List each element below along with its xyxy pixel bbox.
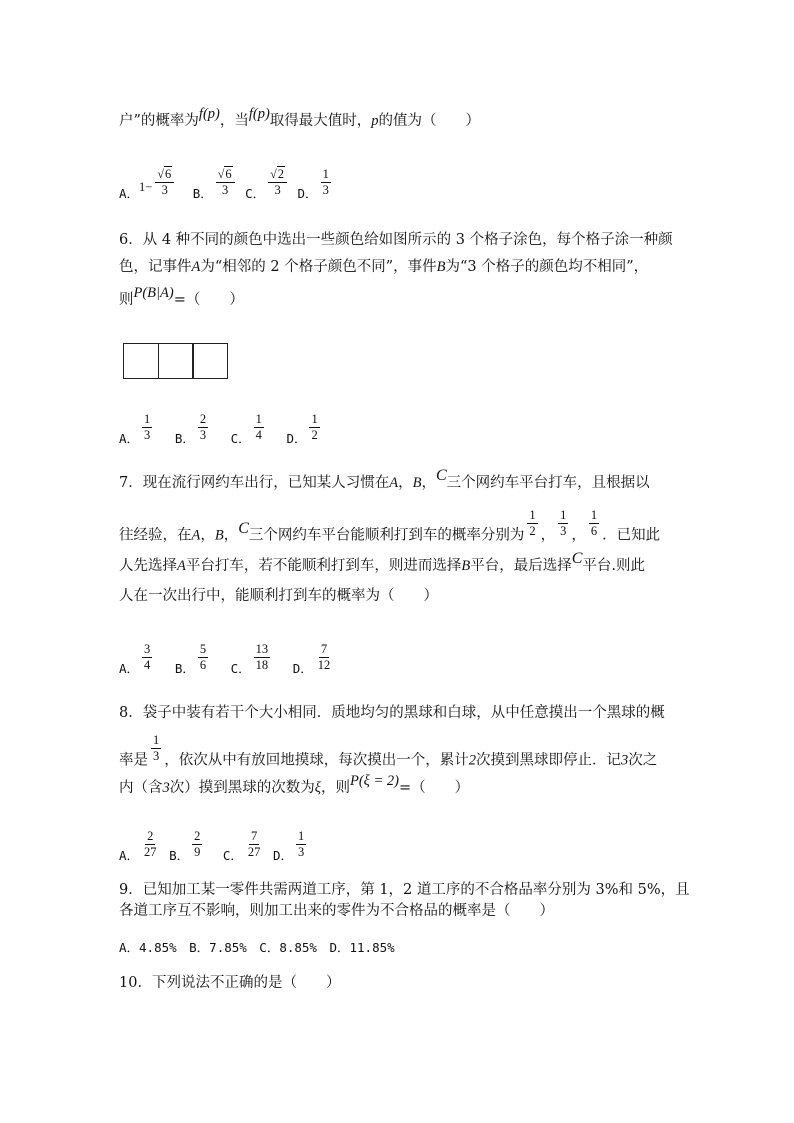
q7-option-d-label: D． [292, 661, 313, 676]
q5-option-c-label: C． [245, 186, 266, 201]
q8-options [119, 829, 309, 871]
q7-fraction-b: $\frac{1}{3}$ [560, 508, 567, 538]
q5-option-b-fraction: $\frac{√6}{3}$ [216, 168, 235, 197]
q6-option-c-label: C． [230, 431, 251, 446]
q6-option-d-label: D． [286, 431, 307, 446]
q5-option-b-label: B． [192, 186, 213, 201]
q8-line2: 率是 $\frac{1}{3}$ ，依次从中有放回地摸球，每次摸出一个，累计2次摸到黑球即停止．记3次之 [119, 733, 658, 769]
q7-line2: 往经验，在A，B，C三个网约车平台能顺利打到车的概率分别为 $\frac{1}{2}$ ， $\frac{1}{3}$ ， $\frac{1}{6}$ ．已知此 [119, 508, 661, 544]
q5-option-a-prefix: 1− [139, 180, 153, 194]
q9-line1: 9．已知加工某一零件共需两道工序，第 1，2 道工序的不合格品率分别为 3%和 5%，且 [119, 882, 690, 898]
q6-line3: 则P(B|A)=（ ） [119, 285, 244, 308]
q7-option-a-fraction: $\frac{3}{4}$ [144, 642, 151, 672]
q7-option-d-fraction: $\frac{7}{12}$ [317, 642, 331, 672]
grid-cell [192, 343, 228, 379]
q5-fp: f(p) [198, 106, 220, 122]
q8-probability-expression: P(ξ = 2) [349, 773, 399, 789]
q6-option-c-fraction: $\frac{1}{4}$ [255, 412, 262, 442]
q7-option-b-label: B． [174, 661, 195, 676]
q6-probability-expression: P(B|A) [133, 285, 174, 301]
grid-cell [123, 343, 159, 379]
q7-line3: 人先选择A平台打车，若不能顺利打到车，则进而选择B平台，最后选择C平台.则此 [119, 550, 645, 574]
q6-option-d-fraction: $\frac{1}{2}$ [311, 412, 318, 442]
q5-option-a-label: A． [119, 186, 140, 201]
q7-option-c-fraction: $\frac{13}{18}$ [255, 642, 269, 672]
q8-option-b-label: B． [169, 848, 190, 863]
q8-option-c-fraction: $\frac{7}{27}$ [247, 829, 261, 859]
q8-option-c-label: C． [222, 848, 243, 863]
q5-fp: f(p) [248, 106, 270, 122]
q6-line1: 6．从 4 种不同的颜色中选出一些颜色给如图所示的 3 个格子涂色，每个格子涂一种颜 [119, 232, 673, 248]
q6-options [119, 412, 323, 454]
q8-option-a-label: A． [119, 848, 140, 863]
q8-line1: 8．袋子中装有若干个大小相同．质地均匀的黑球和白球，从中任意摸出一个黑球的概 [119, 705, 665, 721]
q8-fraction: $\frac{1}{3}$ [153, 733, 160, 763]
q7-fraction-a: $\frac{1}{2}$ [529, 508, 536, 538]
q5-stem [119, 106, 481, 130]
q7-fraction-c: $\frac{1}{6}$ [590, 508, 598, 538]
q7-line4: 人在一次出行中，能顺利打到车的概率为（ ） [119, 588, 438, 604]
event-b: B [436, 259, 446, 275]
q5-text: 的值为（ ） [378, 113, 481, 129]
q8-option-d-label: D． [272, 848, 293, 863]
q5-option-d-fraction: $\frac{1}{3}$ [322, 167, 329, 197]
q9-line2: 各道工序互不影响，则加工出来的零件为不合格品的概率是（ ） [119, 903, 554, 919]
q6-line2: 色，记事件A为“相邻的 2 个格子颜色不同”，事件B为“3 个格子的颜色均不相同”， [119, 259, 649, 275]
q8-option-d-fraction: $\frac{1}{3}$ [297, 829, 305, 859]
q5-options [119, 167, 334, 209]
q8-line3: 内（含3次）摸到黑球的次数为ξ，则P(ξ = 2)=（ ） [119, 773, 470, 796]
three-cell-grid [123, 343, 228, 379]
grid-cell [158, 343, 194, 379]
q8-option-a-fraction: $\frac{2}{27}$ [144, 829, 157, 859]
q7-line1: 7．现在流行网约车出行，已知某人习惯在A，B，C三个网约车平台打车，且根据以 [119, 467, 650, 491]
q9-options: A．4.85% B．7.85% C．8.85% D．11.85% [119, 940, 395, 955]
q7-option-a-label: A． [119, 661, 140, 676]
q6-option-a-fraction: $\frac{1}{3}$ [144, 412, 151, 442]
q6-option-b-label: B． [174, 431, 195, 446]
q7-option-c-label: C． [230, 661, 251, 676]
q5-text: 取得最大值时， [269, 113, 372, 129]
q6-option-b-fraction: $\frac{2}{3}$ [199, 412, 207, 442]
q10-line1: 10．下列说法不正确的是（ ） [119, 975, 341, 991]
event-a: A [191, 259, 201, 275]
q5-option-d-label: D． [297, 186, 318, 201]
q5-option-c-fraction: $\frac{√2}{3}$ [268, 168, 287, 197]
q6-option-a-label: A． [119, 431, 140, 446]
q5-text: 户”的概率为 [119, 113, 199, 129]
q5-option-a-fraction: $\frac{√6}{3}$ [155, 168, 174, 197]
q5-p: p [371, 113, 379, 129]
q7-options [119, 642, 335, 684]
q5-text: ，当 [219, 113, 249, 129]
q8-option-b-fraction: $\frac{2}{9}$ [194, 829, 201, 859]
q7-option-b-fraction: $\frac{5}{6}$ [199, 642, 207, 672]
